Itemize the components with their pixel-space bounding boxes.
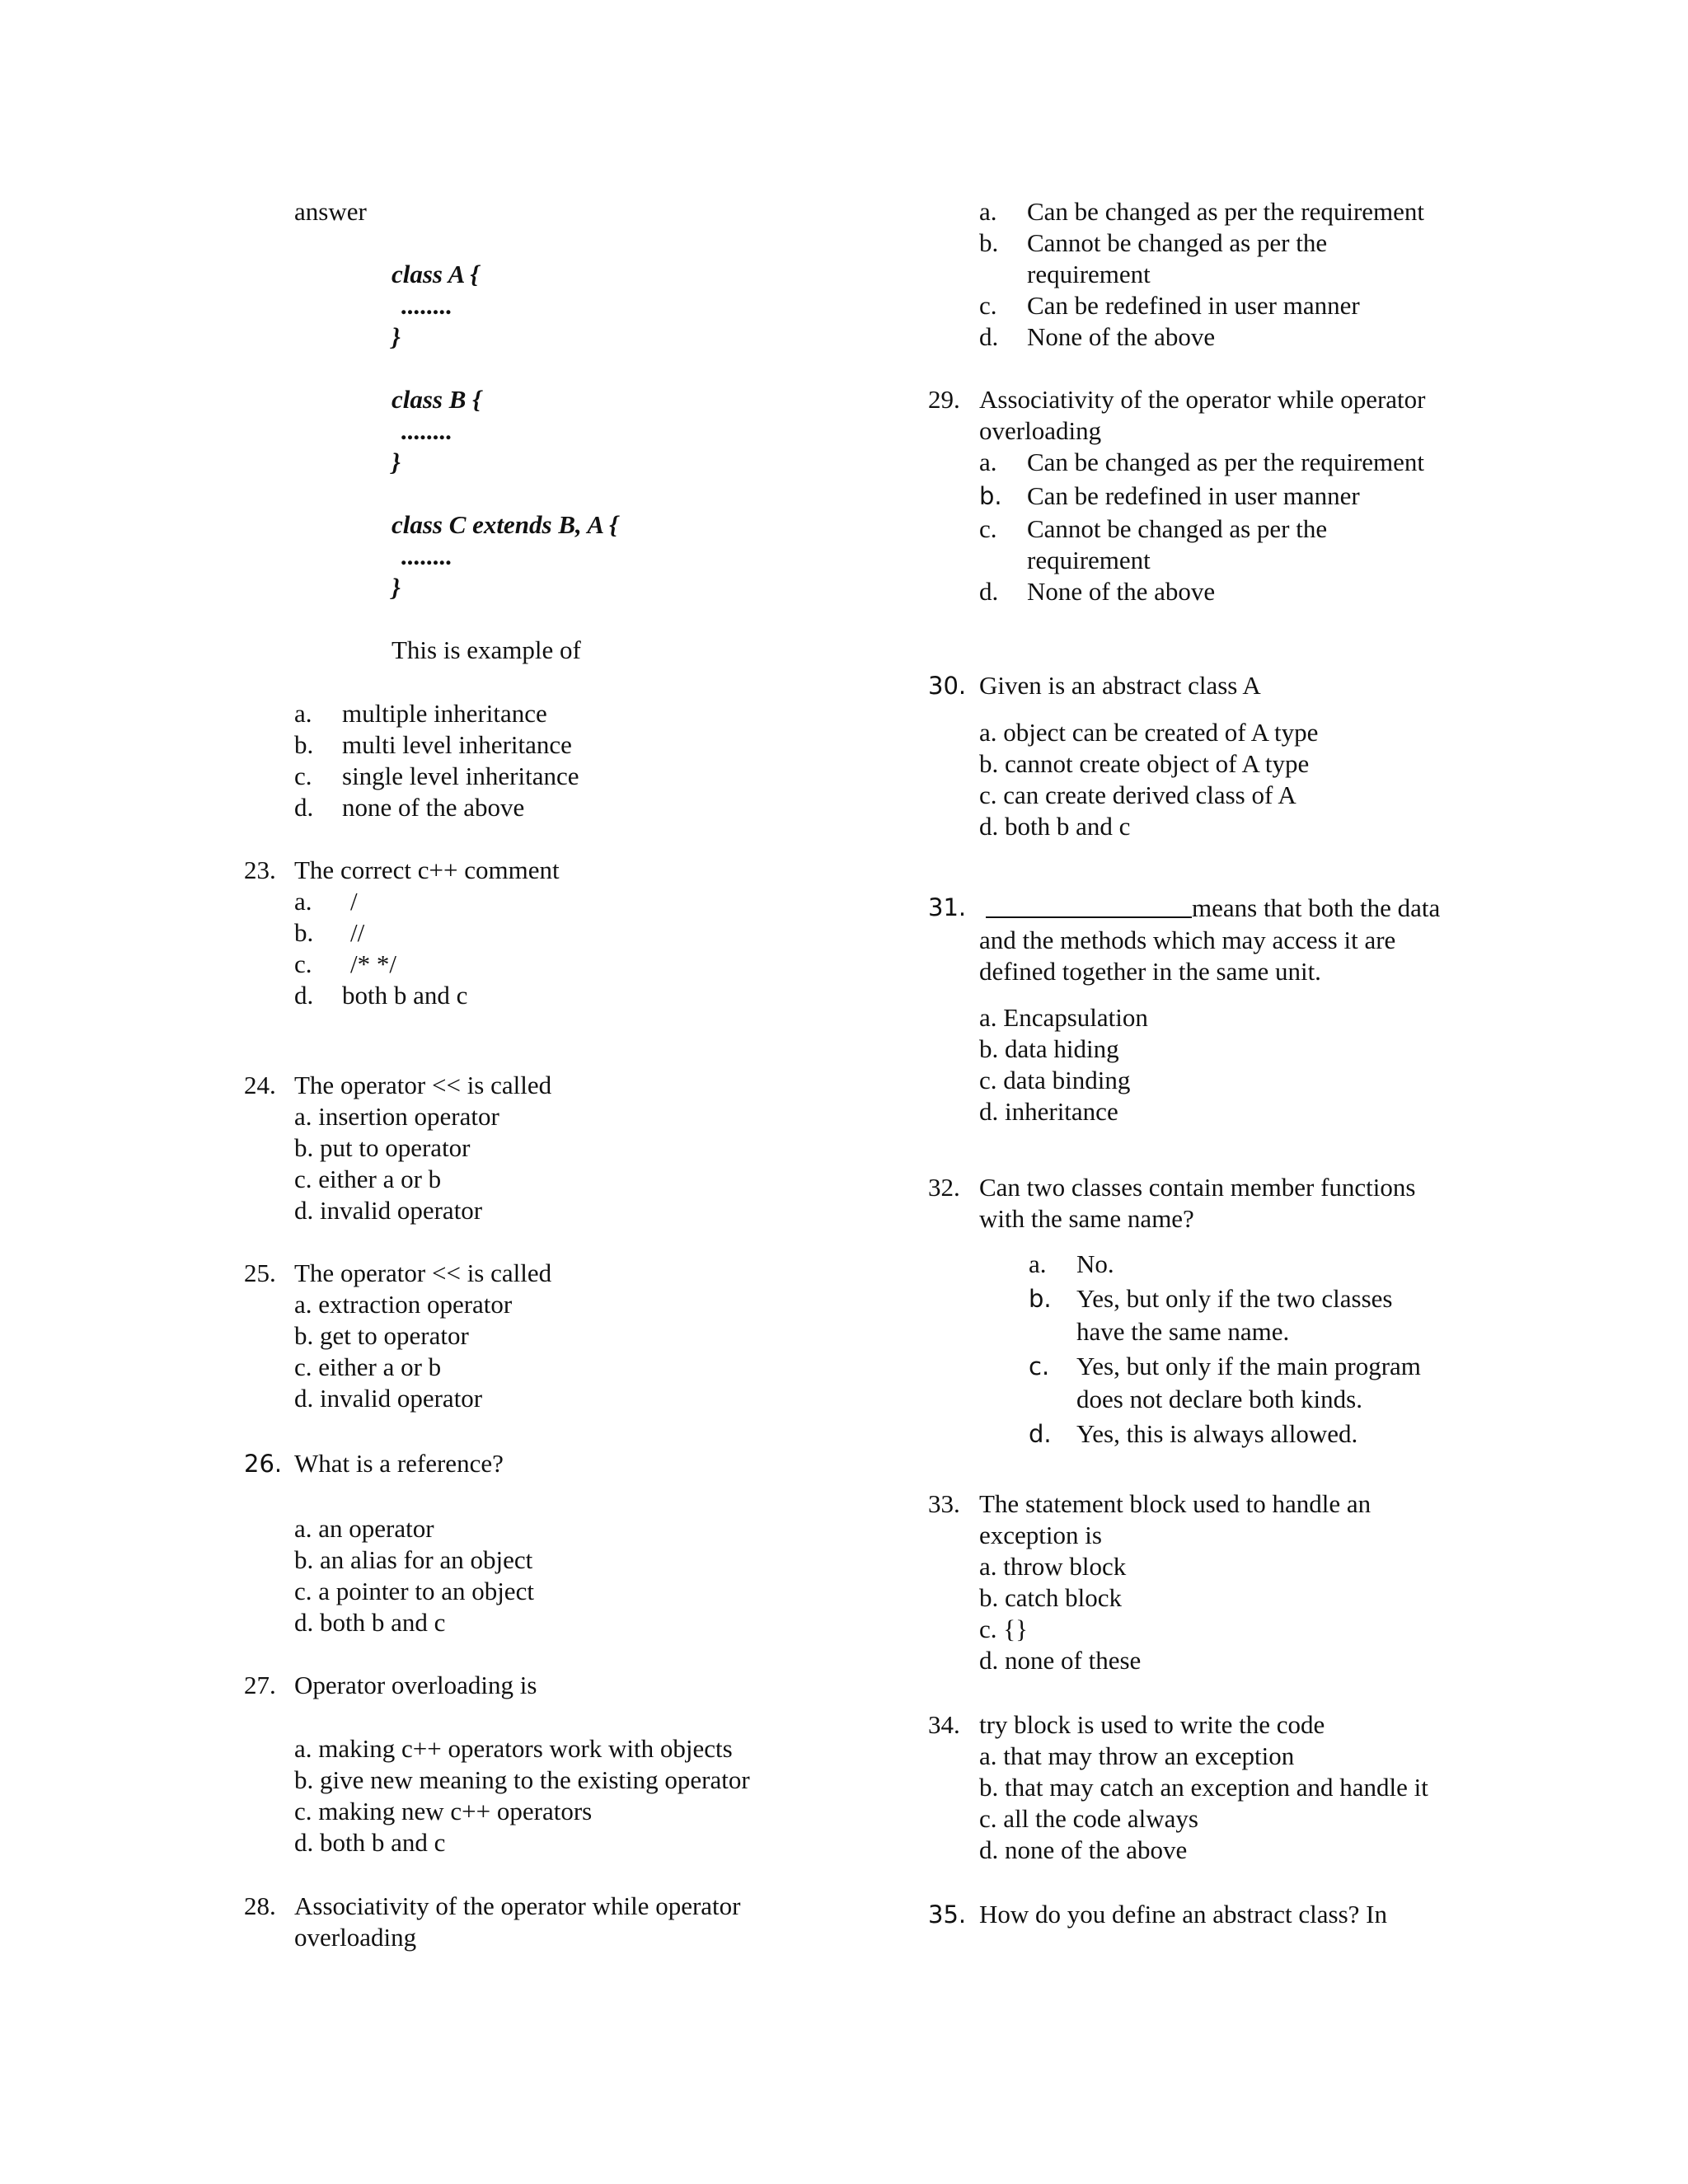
option-letter: d. [294,981,314,1010]
option-text: Yes, this is always allowed. [1076,1419,1358,1448]
question-text: The operator << is called [294,1258,552,1287]
question-text: try block is used to write the code [979,1710,1325,1739]
option-text: No. [1076,1249,1114,1278]
question-text: The statement block used to handle an [979,1489,1372,1518]
option-text: Can be changed as per the requirement [1027,448,1425,476]
option-text: c. data binding [979,1066,1131,1094]
option-text: d. both b and c [979,812,1131,841]
question-number: 28. [244,1891,276,1920]
option-text: multi level inheritance [342,730,572,759]
code-line: ........ [401,541,452,570]
option-text: a. Encapsulation [979,1003,1148,1032]
question-number: 26. [244,1450,283,1478]
option-letter: c. [294,762,312,790]
question-number: 34. [928,1710,960,1739]
option-letter: b. [1029,1285,1052,1313]
question-number: 31. [928,893,967,921]
question-text: The operator << is called [294,1071,552,1099]
option-text: c. either a or b [294,1165,442,1193]
option-text: b. cannot create object of A type [979,749,1310,778]
option-text: requirement [1027,260,1151,288]
option-text: Can be redefined in user manner [1027,481,1360,510]
question-number: 25. [244,1258,276,1287]
question-text: exception is [979,1521,1102,1549]
code-line: ........ [401,291,452,320]
question-text-line [979,892,1440,924]
code-line: } [392,322,401,351]
option-text: a. insertion operator [294,1102,499,1131]
question-text: and the methods which may access it are [979,926,1396,954]
option-letter: b. [294,918,314,947]
option-text: a. extraction operator [294,1290,513,1319]
option-text: // [350,918,365,947]
option-text: b. catch block [979,1583,1123,1612]
option-text: none of the above [342,793,525,822]
question-text: Associativity of the operator while operator [979,385,1426,414]
option-text: Can be redefined in user manner [1027,291,1360,320]
option-text: single level inheritance [342,762,579,790]
option-text: /* */ [350,949,396,978]
option-letter: b. [979,228,999,257]
option-letter: c. [979,514,997,543]
question-number: 35. [928,1900,967,1929]
question-text: Given is an abstract class A [979,671,1261,700]
question-text: means that both the data [1192,893,1441,922]
option-text: Can be changed as per the requirement [1027,197,1425,226]
question-number: 24. [244,1071,276,1099]
option-text: c. making new c++ operators [294,1797,593,1825]
code-line: } [392,573,401,602]
option-letter: b. [294,730,314,759]
question-number: 23. [244,855,276,884]
option-text: a. an operator [294,1514,434,1543]
option-text: both b and c [342,981,468,1010]
option-text: d. both b and c [294,1608,446,1637]
option-letter: d. [294,793,314,822]
answer-word: answer [294,197,367,226]
option-text: does not declare both kinds. [1076,1385,1362,1413]
option-text: a. that may throw an exception [979,1741,1295,1770]
option-letter: a. [294,887,312,916]
option-text: b. put to operator [294,1133,471,1162]
option-letter: d. [1029,1420,1052,1448]
option-text: b. an alias for an object [294,1545,533,1574]
option-text: d. invalid operator [294,1384,483,1413]
option-text: d. inheritance [979,1097,1118,1126]
question-number: 32. [928,1173,960,1202]
question-text: What is a reference? [294,1449,504,1478]
question-text: Associativity of the operator while operator [294,1891,741,1920]
question-number: 29. [928,385,960,414]
question-text: How do you define an abstract class? In [979,1900,1387,1929]
option-text: Yes, but only if the two classes [1076,1284,1393,1313]
option-text: b. data hiding [979,1034,1119,1063]
option-text: None of the above [1027,577,1216,606]
option-letter: d. [979,322,999,351]
option-letter: d. [979,577,999,606]
option-text: a. throw block [979,1552,1127,1581]
option-text: a. object can be created of A type [979,718,1319,747]
code-line: } [392,448,401,476]
option-text: d. none of these [979,1646,1142,1675]
question-text: defined together in the same unit. [979,957,1321,986]
option-text: Yes, but only if the main program [1076,1352,1421,1380]
option-letter: a. [1029,1249,1047,1278]
option-text: d. invalid operator [294,1196,483,1225]
option-text: b. give new meaning to the existing operator [294,1765,750,1794]
answer-blank [986,892,1192,918]
option-letter: b. [979,482,1002,510]
question-stem: This is example of [392,635,581,664]
code-line: class B { [392,385,481,414]
option-text: d. both b and c [294,1828,446,1857]
option-text: c. {} [979,1615,1029,1643]
question-text: Operator overloading is [294,1671,537,1699]
option-text: multiple inheritance [342,699,547,728]
option-text: c. can create derived class of A [979,780,1296,809]
code-line: ........ [401,416,452,445]
option-text: c. a pointer to an object [294,1577,534,1605]
question-number: 30. [928,672,967,700]
code-line: class A { [392,260,480,288]
question-text: overloading [294,1923,417,1952]
option-text: b. that may catch an exception and handle it [979,1773,1428,1802]
option-text: d. none of the above [979,1835,1188,1864]
code-line: class C extends B, A { [392,510,618,539]
question-number: 27. [244,1671,276,1699]
option-text: c. all the code always [979,1804,1198,1833]
option-text: have the same name. [1076,1317,1290,1346]
option-letter: a. [294,699,312,728]
option-text: b. get to operator [294,1321,469,1350]
option-text: Cannot be changed as per the [1027,228,1328,257]
option-text: requirement [1027,546,1151,574]
question-text: The correct c++ comment [294,855,560,884]
question-number: 33. [928,1489,960,1518]
option-letter: c. [294,949,312,978]
option-letter: a. [979,197,997,226]
question-text: overloading [979,416,1102,445]
question-text: with the same name? [979,1204,1194,1233]
option-text: a. making c++ operators work with objects [294,1734,733,1763]
option-text: Cannot be changed as per the [1027,514,1328,543]
option-letter: a. [979,448,997,476]
question-text: Can two classes contain member functions [979,1173,1416,1202]
option-letter: c. [1029,1352,1050,1380]
option-text: None of the above [1027,322,1216,351]
option-text: c. either a or b [294,1352,442,1381]
option-letter: c. [979,291,997,320]
option-text: / [350,887,358,916]
